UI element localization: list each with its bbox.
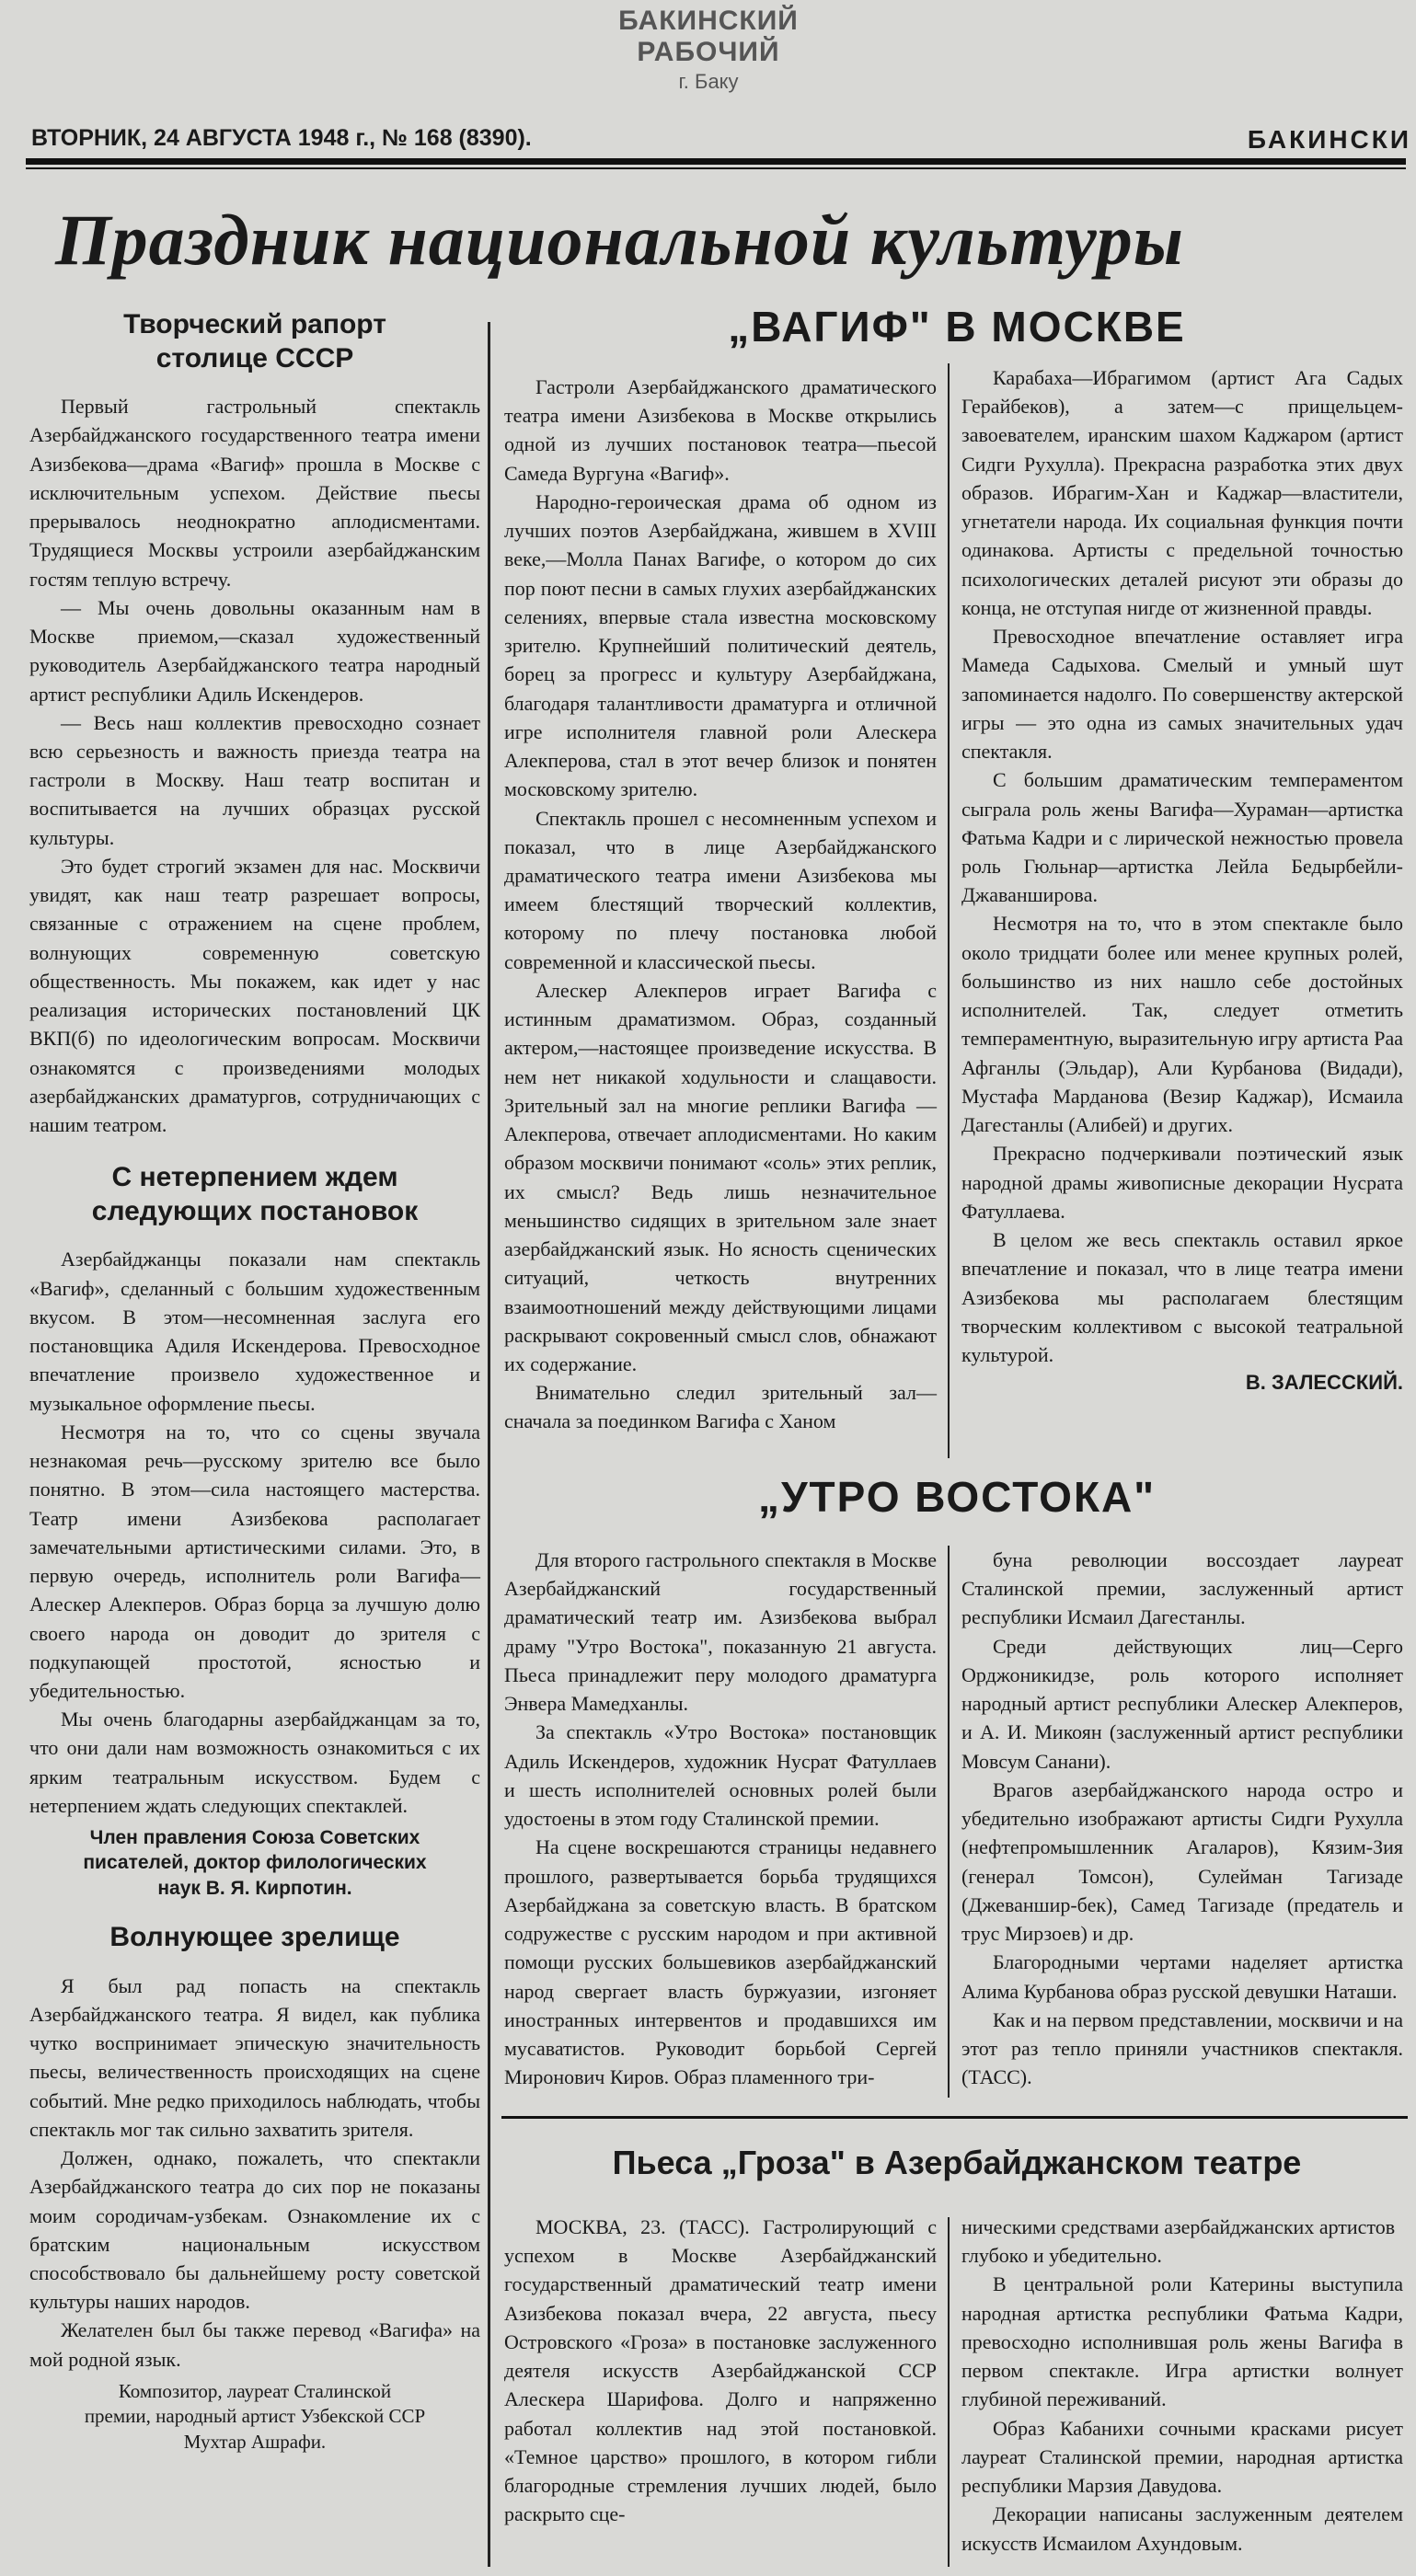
utro-column-2	[961, 1546, 1403, 2091]
groza-paragraph: МОСКВА, 23. (ТАСС). Гастролирующий с успехом в Москве Азербайджанский государственный драматический театр имени Азизбекова показал вчера, 22 августа, пьесу Островского «Гроза» в постановке заслуженного деятеля искусств Азербайджанской ССР Алескера Шарифова. Долго и напряженно работал коллектив над этой постановкой. «Темное царство» прошлого, в котором гибли благородные стремления лучших людей, было раскрыто сце-	[504, 2215, 937, 2526]
signature-line: писателей, доктор филологических	[83, 1852, 427, 1874]
vagif-paragraph: В целом же весь спектакль оставил яркое впечатление и показал, что в лице театра имени Азизбекова мы располагаем блестящим творческим коллективом с высокой театральной культурой.	[961, 1228, 1403, 1366]
signature-line: наук В. Я. Кирпотин.	[157, 1877, 352, 1899]
column-divider	[948, 2217, 950, 2567]
page-headline: Праздник национальной культуры	[55, 200, 1184, 280]
signature-line: Мухтар Ашрафи.	[183, 2430, 327, 2453]
utro-paragraph: Благородными чертами наделяет артистка Алима Курбанова образ русской девушки Наташи.	[961, 1950, 1403, 2003]
utro-paragraph: Врагов азербайджанского народа остро и убедительно изображают артисты Сидги Рухулла (нефтепромышленник Агаларов), Кязим-Зия (генерал Томсон), Сулейман Тагизаде (Джеваншир-бек), Самед Тагизаде (предатель и трус Мирзоев) и др.	[961, 1777, 1403, 1946]
utro-paragraph: буна революции воссоздает лауреат Сталинской премии, заслуженный артист республики Исмаил Дагестанлы.	[961, 1548, 1403, 1629]
vagif-paragraph: Спектакль прошел с несомненным успехом и показал, что в лице Азербайджанского драматического театра имени Азизбекова мы имеем блестящий творческий коллектив, которому по плечу постановка любой современной и классической пьесы.	[504, 806, 937, 973]
vagif-paragraph: Карабаха—Ибрагимом (артист Ага Садых Герайбеков), а затем—с прищельцем-завоевателем, иранским шахом Каджаром (артист Сидги Рухулла). Прекрасна разработка этих двух образов. Ибрагим-Хан и Каджар—властители, угнетатели народа. Их социальная функция почти одинакова. Артисты с предельной точностью психологических деталей рисуют эти образы до конца, не отступая нигде от жизненной правды.	[961, 366, 1403, 619]
article-2-paragraph: Несмотря на то, что со сцены звучала незнакомая речь—русскому зрителю все было понятно. В этом—сила настоящего мастерства. Театр имени Азизбекова располагает замечательными артистическими силами. Это, в первую очередь, исполнитель роли Вагифа—Алескер Алекперов. Образ борца за лучшую долю своего народа он доводит до зрителя с подкупающей простотой, ясностью и убедительностью.	[29, 1420, 480, 1702]
left-column	[29, 308, 480, 2455]
groza-column-2	[961, 2213, 1403, 2558]
article-3-signature	[29, 2379, 480, 2455]
section-rule	[501, 2116, 1408, 2119]
article-2-title-line-2: следующих постановок	[91, 1195, 419, 1226]
signature-line: премии, народный артист Узбекской ССР	[84, 2405, 426, 2428]
article-2-paragraph: Мы очень благодарны азербайджанцам за то, что они дали нам возможность ознакомиться с их ярким театральным искусством. Будем с нетерпением ждать следующих спектаклей.	[29, 1708, 480, 1817]
stamp-line-1: БАКИНСКИЙ РАБОЧИЙ	[618, 6, 799, 67]
utro-title: „УТРО ВОСТОКА"	[757, 1473, 1157, 1521]
article-2-paragraph: Азербайджанцы показали нам спектакль «Вагиф», сделанный с большим художественным вкусом. В этом—несомненная заслуга его постановщика Адиля Искендерова. Превосходное впечатление произвело художественное и музыкальное оформление пьесы.	[29, 1248, 480, 1415]
article-1-title-line-1: Творческий рапорт	[123, 309, 386, 339]
masthead-rule-thin	[26, 167, 1406, 169]
signature-line: Композитор, лауреат Сталинской	[118, 2379, 392, 2402]
vagif-signature: В. ЗАЛЕССКИЙ.	[1245, 1371, 1403, 1395]
vagif-column-1	[504, 373, 937, 1436]
vagif-paragraph: Гастроли Азербайджанского драматического театра имени Азизбекова в Москве открылись одной из лучших постановок театра—пьесой Самеда Вургуна «Вагиф».	[504, 375, 937, 485]
article-3-paragraph: Желателен был бы также перевод «Вагифа» на мой родной язык.	[29, 2318, 480, 2371]
masthead-rule	[26, 158, 1406, 165]
vagif-paragraph: Несмотря на то, что в этом спектакле было около тридцати более или менее крупных ролей, большинство из них нашло себе достойных исполнителей. Так, следует отметить темпераментную, выразительную игру артиста Раа Афганлы (Эльдар), Али Курбанова (Видади), Мустафа Марданова (Везир Каджар), Исмаила Дагестанлы (Алибей) и других.	[961, 912, 1403, 1137]
utro-column-1	[504, 1546, 937, 2091]
groza-column-1	[504, 2213, 937, 2529]
groza-paragraph: Декорации написаны заслуженным деятелем искусств Исмаилом Ахундовым.	[961, 2502, 1403, 2555]
utro-paragraph: На сцене воскрешаются страницы недавнего прошлого, развертывается борьба трудящихся Азербайджана за советскую власть. В братском содружестве с русским народом и при активной помощи русских большевиков азербайджанский народ свергает власть буржуазии, изгоняет иностранных интервентов и продавшихся им мусаватистов. Руководит борьбой Сергей Миронович Киров. Образ пламенного три-	[504, 1835, 937, 2089]
vagif-column-2	[961, 363, 1403, 1395]
paper-name: БАКИНСКИ	[1247, 125, 1411, 154]
article-2-title	[29, 1161, 480, 1228]
article-3-paragraph: Должен, однако, пожалеть, что спектакли Азербайджанского театра до сих пор не показаны моим сородичам-узбекам. Ознакомление их с братским национальным искусством способствовало бы дальнейшему росту советской культуры наших народов.	[29, 2146, 480, 2314]
vagif-paragraph: Народно-героическая драма об одном из лучших поэтов Азербайджана, жившем в XVIII веке,—Молла Панах Вагифе, о котором до сих пор поют песни в самых глухих азербайджанских селениях, впервые стала известна московскому зрителю. Крупнейший политический деятель, борец за прогресс и культуру Азербайджана, благодаря талантливости драматурга и отличной игре исполнителя главной роли Алескера Алекперова, стал в этот вечер близок и понятен московскому зрителю.	[504, 489, 937, 801]
article-1-paragraph: Это будет строгий экзамен для нас. Москвичи увидят, как наш театр разрешает вопросы, связанные с отражением на сцене проблем, волнующих современную советскую общественность. Мы покажем, как идет у нас реализация исторических постановлений ЦК ВКП(б) по идеологическим вопросам. Москвичи ознакомятся с произведениями молодых азербайджанских драматургов, сотрудничающих с нашим театром.	[29, 854, 480, 1137]
groza-title: Пьеса „Гроза" в Азербайджанском театре	[612, 2144, 1302, 2181]
utro-paragraph: За спектакль «Утро Востока» постановщик Адиль Искендеров, художник Нусрат Фатуллаев и шесть исполнителей основных ролей были удостоены в этом году Сталинской премии.	[504, 1720, 937, 1831]
vagif-paragraph: Алескер Алекперов играет Вагифа с истинным драматизмом. Образ, созданный актером,—настоящее произведение искусства. В нем нет никакой ходульности и слащавости. Зрительный зал на многие реплики Вагифа — Алекперова, отвечает аплодисментами. Но каким образом москвичи понимают «соль» этих реплик, их смысл? Ведь лишь незначительное меньшинство сидящих в зрительном зале знает азербайджанский язык. Но ясность сценических ситуаций, четкость внутренних взаимоотношений между действующими лицами раскрывают сокровенный смысл слов, обнажают их содержание.	[504, 978, 937, 1375]
vagif-paragraph: Превосходное впечатление оставляет игра Мамеда Садыхова. Смелый и умный шут запоминается надолго. По совершенству актерской игры — это одна из самых значительных удач спектакля.	[961, 625, 1403, 764]
article-1-paragraph: Первый гастрольный спектакль Азербайджанского государственного театра имени Азизбекова—драма «Вагиф» прошла в Москве с исключительным успехом. Действие пьесы прерывалось неоднократно аплодисментами. Трудящиеся Москвы устроили азербайджанским гостям теплую встречу.	[29, 395, 480, 591]
article-2-signature	[29, 1825, 480, 1901]
article-1-paragraph: — Мы очень довольны оказанным нам в Москве приемом,—сказал художественный руководитель Азербайджанского театра народный артист республики Адиль Искендеров.	[29, 595, 480, 706]
utro-paragraph: Для второго гастрольного спектакля в Москве Азербайджанский государственный драматический театр им. Азизбекова выбрал драму "Утро Востока", показанную 21 августа. Пьеса принадлежит перу молодого драматурга Энвера Мамедханлы.	[504, 1548, 937, 1716]
article-2-title-line-1: С нетерпением ждем	[111, 1162, 398, 1193]
stamp-line-2: г. Баку	[678, 70, 739, 93]
vagif-paragraph: С большим драматическим темпераментом сыграла роль жены Вагифа—Хураман—артистка Фатьма Кадри и с лирической нежностью провела роль Гюльнар—артистка Лейла Бедырбейли-Джаваншировa.	[961, 768, 1403, 907]
vagif-paragraph: Прекрасно подчеркивали поэтический язык народной драмы живописные декорации Нусрата Фатуллаева.	[961, 1142, 1403, 1223]
groza-paragraph: ническими средствами азербайджанских артистов глубоко и убедительно.	[961, 2215, 1396, 2268]
vagif-title: „ВАГИФ" В МОСКВЕ	[728, 303, 1186, 351]
groza-paragraph: Образ Кабанихи сочными красками рисует лауреат Сталинской премии, народная артистка республики Марзия Давудова.	[961, 2416, 1403, 2498]
signature-line: Член правления Союза Советских	[89, 1827, 420, 1849]
column-divider	[948, 363, 950, 1458]
article-1-title	[29, 308, 480, 375]
utro-paragraph: Среди действующих лиц—Серго Орджоникидзе, роль которого исполняет народный артист республики Алескер Алекперов, и А. И. Микоян (заслуженный артист республики Мовсум Санани).	[961, 1634, 1403, 1773]
article-3-title: Волнующее зрелище	[109, 1922, 400, 1953]
masthead	[31, 125, 1411, 162]
groza-paragraph: В центральной роли Катерины выступила народная артистка республики Фатьма Кадри, превосходно исполнившая роль жены Вагифа в первом спектакле. Игра артистки волнует глубиной переживаний.	[961, 2272, 1403, 2411]
utro-paragraph: Как и на первом представлении, москвичи и на этот раз тепло приняли участников спектакля. (ТАСС).	[961, 2007, 1403, 2089]
issue-line: ВТОРНИК, 24 АВГУСТА 1948 г., № 168 (8390).	[31, 125, 532, 151]
column-divider	[948, 1546, 950, 2098]
column-divider	[488, 322, 490, 2567]
vagif-paragraph: Внимательно следил зрительный зал—сначала за поединком Вагифа с Ханом	[504, 1381, 937, 1433]
article-1-title-line-2: столице СССР	[155, 342, 354, 374]
article-3-paragraph: Я был рад попасть на спектакль Азербайджанского театра. Я видел, как публика чутко воспринимает эпическую значительность пьесы, величественность происходящих на сцене событий. Мне редко приходилось наблюдать, чтобы спектакль мог так сильно захватить зрителя.	[29, 1973, 480, 2141]
library-stamp	[552, 6, 865, 94]
article-1-paragraph: — Весь наш коллектив превосходно сознает всю серьезность и важность приезда театра на гастроли в Москву. Наш театр воспитан и воспитывается на лучших образцах русской культуры.	[29, 710, 480, 849]
